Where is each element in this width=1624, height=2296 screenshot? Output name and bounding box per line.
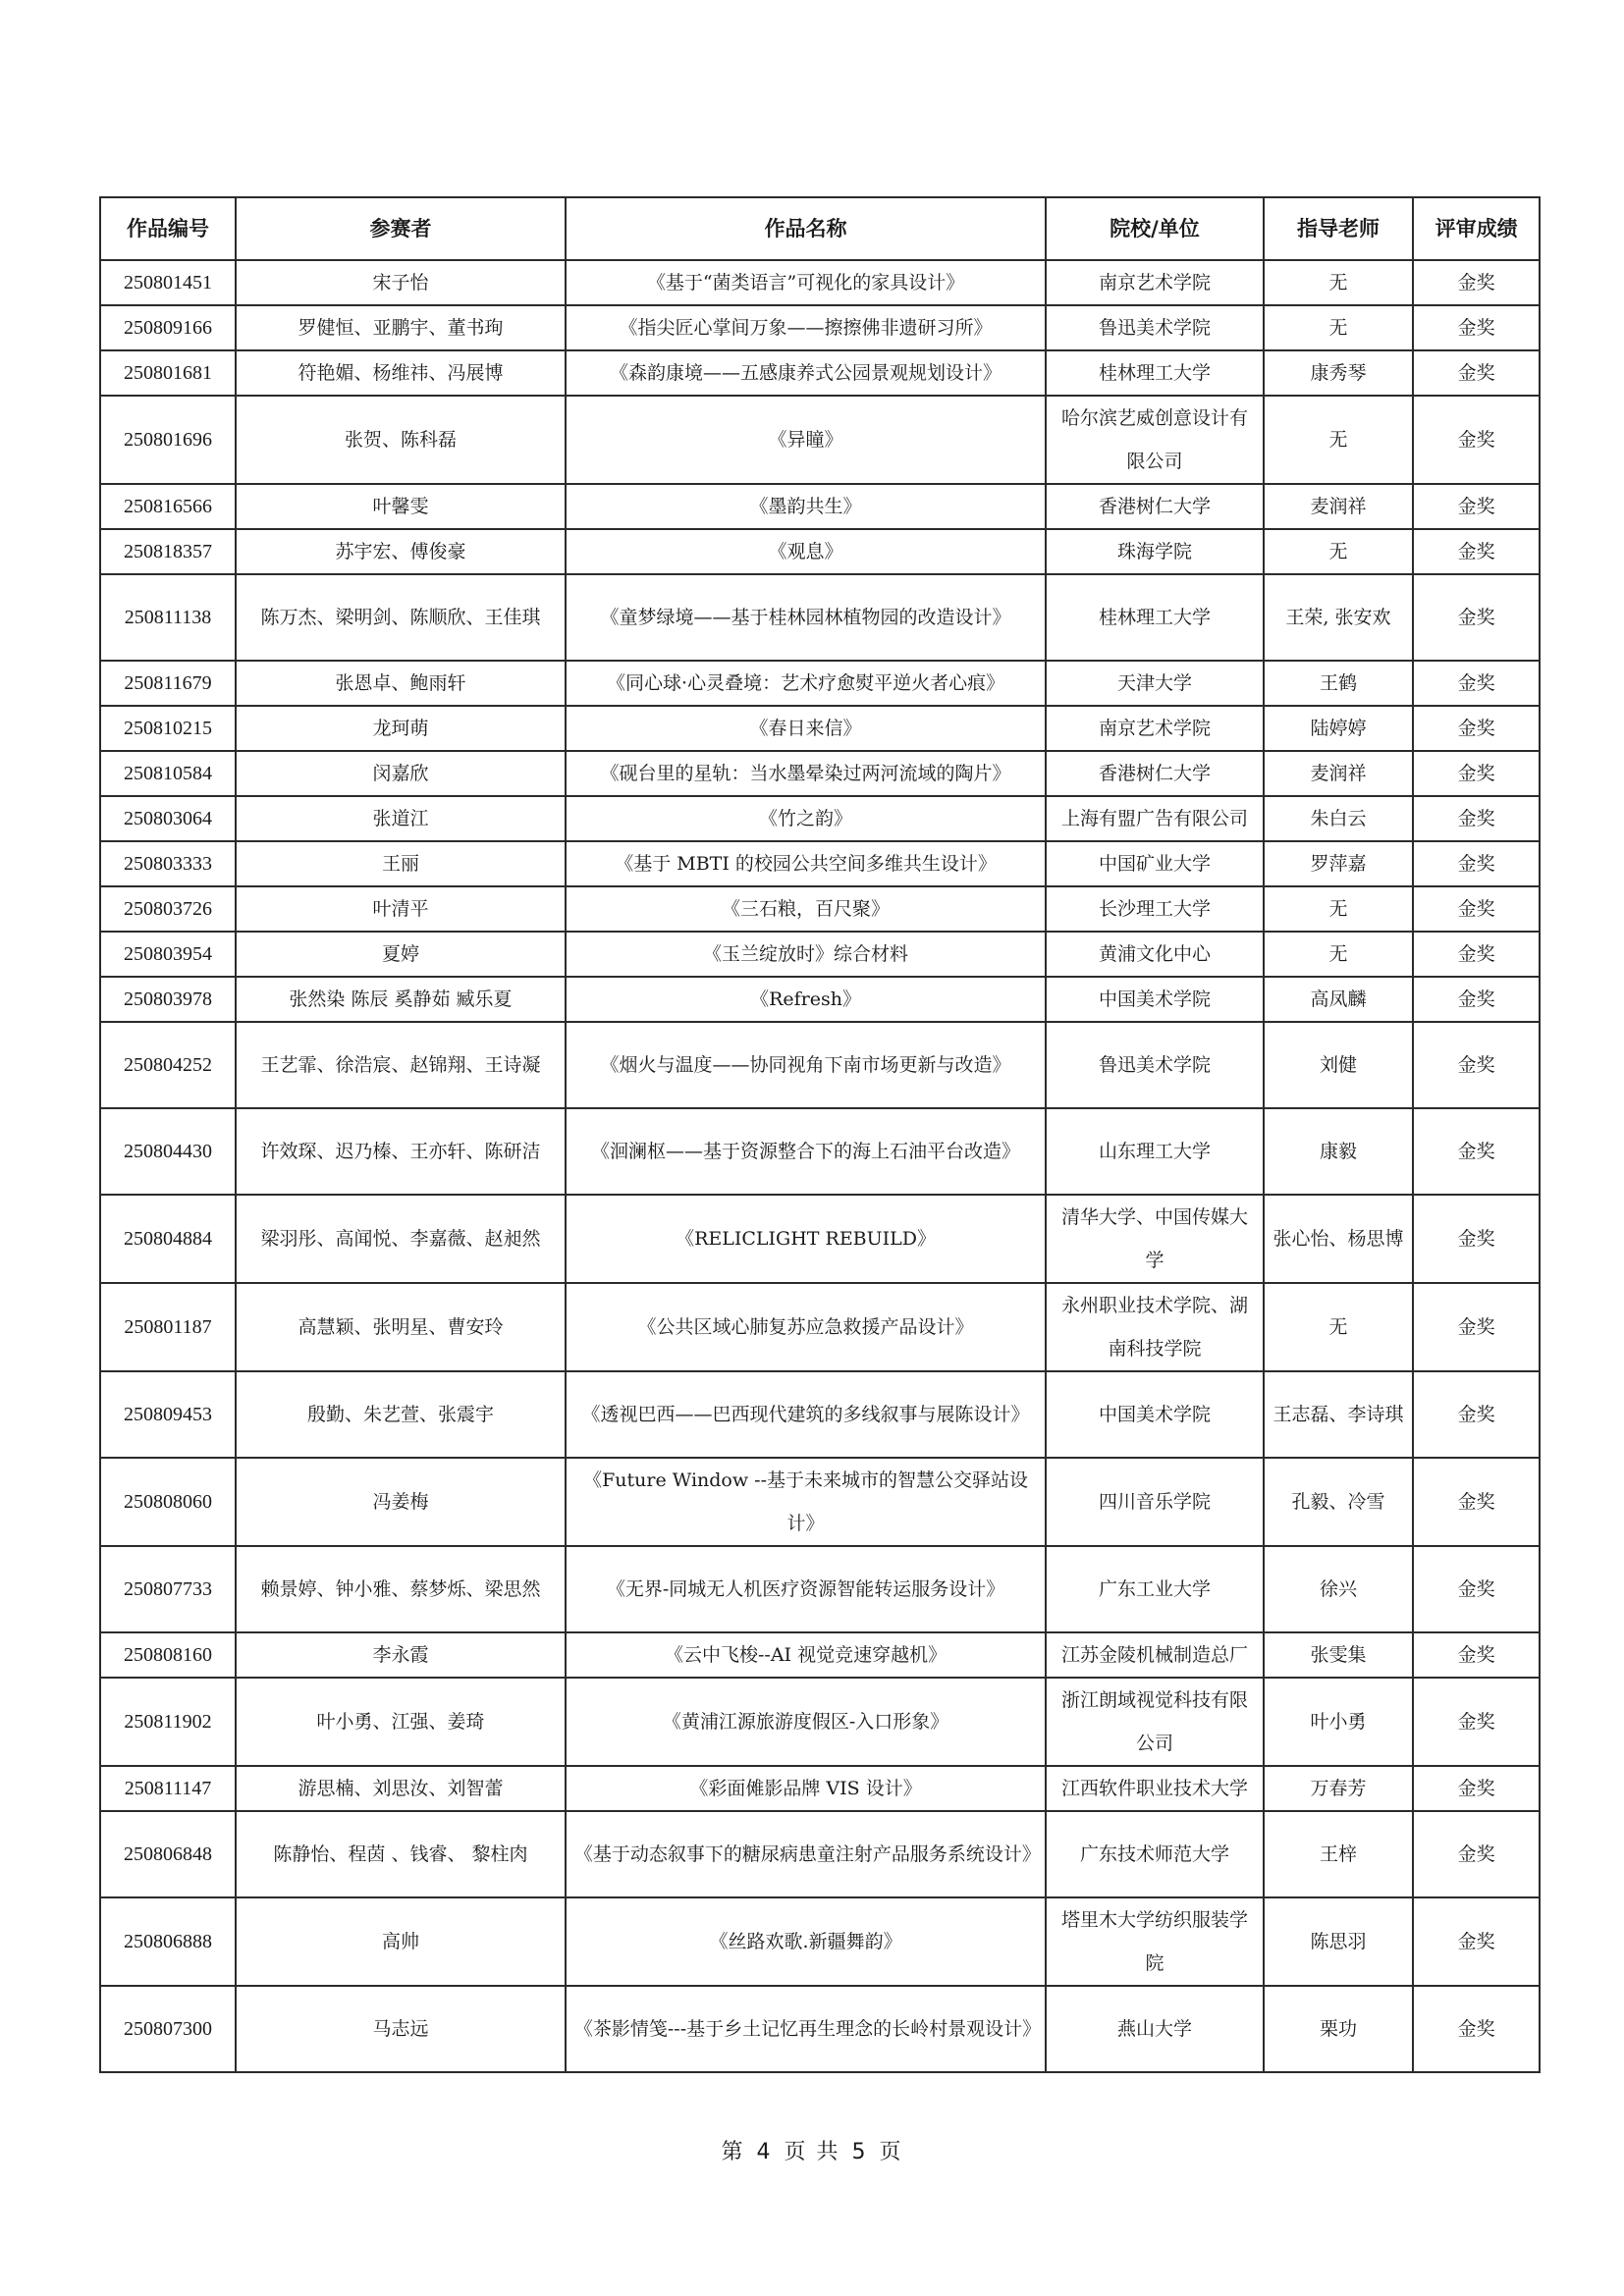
table-row — [100, 1283, 1540, 1371]
advisor-cell: 康毅 — [1264, 1108, 1413, 1195]
result-cell: 金奖 — [1413, 305, 1540, 350]
entry-id-cell: 250801187 — [100, 1283, 236, 1371]
institution-cell: 清华大学、中国传媒大学 — [1046, 1195, 1263, 1283]
participants-cell: 符艳媚、杨维祎、冯展博 — [236, 350, 566, 396]
entry-id-cell: 250808060 — [100, 1458, 236, 1546]
entry-id-cell: 250806888 — [100, 1897, 236, 1986]
participants-cell: 游思楠、刘思汝、刘智蕾 — [236, 1766, 566, 1811]
result-cell: 金奖 — [1413, 529, 1540, 574]
entry-id-cell: 250801451 — [100, 260, 236, 305]
institution-cell: 桂林理工大学 — [1046, 574, 1263, 661]
entry-id-cell: 250807733 — [100, 1546, 236, 1632]
entry-id-cell: 250811679 — [100, 661, 236, 706]
institution-cell: 燕山大学 — [1046, 1986, 1263, 2072]
title-cell: 《彩面傩影品牌 VIS 设计》 — [566, 1766, 1046, 1811]
participants-cell: 张道江 — [236, 796, 566, 841]
table-row — [100, 706, 1540, 751]
advisor-cell: 王志磊、李诗琪 — [1264, 1371, 1413, 1458]
result-cell: 金奖 — [1413, 932, 1540, 977]
entry-id-cell: 250801681 — [100, 350, 236, 396]
institution-cell: 江西软件职业技术大学 — [1046, 1766, 1263, 1811]
entry-id-cell: 250811902 — [100, 1678, 236, 1766]
entry-id-cell: 250810584 — [100, 751, 236, 796]
institution-cell: 中国矿业大学 — [1046, 841, 1263, 886]
participants-cell: 张贺、陈科磊 — [236, 396, 566, 484]
institution-cell: 桂林理工大学 — [1046, 350, 1263, 396]
participants-cell: 宋子怡 — [236, 260, 566, 305]
institution-cell: 塔里木大学纺织服装学院 — [1046, 1897, 1263, 1986]
entry-id-cell: 250804430 — [100, 1108, 236, 1195]
table-row — [100, 396, 1540, 484]
result-cell: 金奖 — [1413, 1195, 1540, 1283]
table-row — [100, 1897, 1540, 1986]
entry-id-cell: 250807300 — [100, 1986, 236, 2072]
institution-cell: 哈尔滨艺威创意设计有限公司 — [1046, 396, 1263, 484]
title-cell: 《黄浦江源旅游度假区-入口形象》 — [566, 1678, 1046, 1766]
title-cell: 《Future Window --基于未来城市的智慧公交驿站设计》 — [566, 1458, 1046, 1546]
advisor-cell: 罗萍嘉 — [1264, 841, 1413, 886]
participants-cell: 叶馨雯 — [236, 484, 566, 529]
entry-id-cell: 250803726 — [100, 886, 236, 932]
advisor-cell: 叶小勇 — [1264, 1678, 1413, 1766]
table-row — [100, 886, 1540, 932]
result-cell: 金奖 — [1413, 574, 1540, 661]
footer-middle: 页 共 — [784, 2140, 840, 2164]
title-cell: 《RELICLIGHT REBUILD》 — [566, 1195, 1046, 1283]
header-title: 作品名称 — [566, 197, 1046, 260]
institution-cell: 上海有盟广告有限公司 — [1046, 796, 1263, 841]
advisor-cell: 徐兴 — [1264, 1546, 1413, 1632]
participants-cell: 龙珂萌 — [236, 706, 566, 751]
result-cell: 金奖 — [1413, 1458, 1540, 1546]
result-cell: 金奖 — [1413, 1283, 1540, 1371]
participants-cell: 陈静怡、程茵 、钱睿、 黎柱肉 — [236, 1811, 566, 1897]
entry-id-cell: 250801696 — [100, 396, 236, 484]
result-cell: 金奖 — [1413, 977, 1540, 1022]
advisor-cell: 万春芳 — [1264, 1766, 1413, 1811]
title-cell: 《烟火与温度——协同视角下南市场更新与改造》 — [566, 1022, 1046, 1108]
title-cell: 《指尖匠心掌间万象——擦擦佛非遗研习所》 — [566, 305, 1046, 350]
table-row — [100, 751, 1540, 796]
entry-id-cell: 250810215 — [100, 706, 236, 751]
title-cell: 《茶影情笺---基于乡土记忆再生理念的长岭村景观设计》 — [566, 1986, 1046, 2072]
participants-cell: 叶小勇、江强、姜琦 — [236, 1678, 566, 1766]
table-row — [100, 977, 1540, 1022]
table-row — [100, 1632, 1540, 1678]
title-cell: 《云中飞梭--AI 视觉竞速穿越机》 — [566, 1632, 1046, 1678]
advisor-cell: 刘健 — [1264, 1022, 1413, 1108]
table-row — [100, 932, 1540, 977]
participants-cell: 李永霞 — [236, 1632, 566, 1678]
institution-cell: 山东理工大学 — [1046, 1108, 1263, 1195]
advisor-cell: 张心怡、杨思博 — [1264, 1195, 1413, 1283]
table-row — [100, 1195, 1540, 1283]
institution-cell: 鲁迅美术学院 — [1046, 1022, 1263, 1108]
institution-cell: 江苏金陵机械制造总厂 — [1046, 1632, 1263, 1678]
result-cell: 金奖 — [1413, 1371, 1540, 1458]
participants-cell: 王丽 — [236, 841, 566, 886]
participants-cell: 苏宇宏、傅俊豪 — [236, 529, 566, 574]
participants-cell: 罗健恒、亚鹏宇、董书珣 — [236, 305, 566, 350]
current-page-number: 4 — [756, 2140, 773, 2164]
table-body — [100, 260, 1540, 2072]
awards-table — [99, 196, 1541, 2073]
table-header — [100, 197, 1540, 260]
result-cell: 金奖 — [1413, 1632, 1540, 1678]
table-row — [100, 661, 1540, 706]
advisor-cell: 陆婷婷 — [1264, 706, 1413, 751]
result-cell: 金奖 — [1413, 260, 1540, 305]
entry-id-cell: 250803064 — [100, 796, 236, 841]
result-cell: 金奖 — [1413, 1678, 1540, 1766]
entry-id-cell: 250809166 — [100, 305, 236, 350]
footer-prefix: 第 — [721, 2140, 745, 2164]
entry-id-cell: 250808160 — [100, 1632, 236, 1678]
advisor-cell: 王鹤 — [1264, 661, 1413, 706]
participants-cell: 高帅 — [236, 1897, 566, 1986]
result-cell: 金奖 — [1413, 1108, 1540, 1195]
institution-cell: 永州职业技术学院、湖南科技学院 — [1046, 1283, 1263, 1371]
participants-cell: 夏婷 — [236, 932, 566, 977]
header-institution: 院校/单位 — [1046, 197, 1263, 260]
title-cell: 《Refresh》 — [566, 977, 1046, 1022]
title-cell: 《无界-同城无人机医疗资源智能转运服务设计》 — [566, 1546, 1046, 1632]
participants-cell: 闵嘉欣 — [236, 751, 566, 796]
entry-id-cell: 250804884 — [100, 1195, 236, 1283]
advisor-cell: 高凤麟 — [1264, 977, 1413, 1022]
entry-id-cell: 250803333 — [100, 841, 236, 886]
participants-cell: 赖景婷、钟小雅、蔡梦烁、梁思然 — [236, 1546, 566, 1632]
table-row — [100, 1811, 1540, 1897]
title-cell: 《森韵康境——五感康养式公园景观规划设计》 — [566, 350, 1046, 396]
title-cell: 《同心球·心灵叠境：艺术疗愈熨平逆火者心痕》 — [566, 661, 1046, 706]
table-row — [100, 796, 1540, 841]
table-row — [100, 1371, 1540, 1458]
advisor-cell: 孔毅、冷雪 — [1264, 1458, 1413, 1546]
title-cell: 《基于动态叙事下的糖尿病患童注射产品服务系统设计》 — [566, 1811, 1046, 1897]
institution-cell: 南京艺术学院 — [1046, 706, 1263, 751]
title-cell: 《观息》 — [566, 529, 1046, 574]
participants-cell: 王艺霏、徐浩宸、赵锦翔、王诗凝 — [236, 1022, 566, 1108]
header-row — [100, 197, 1540, 260]
entry-id-cell: 250803978 — [100, 977, 236, 1022]
table-row — [100, 574, 1540, 661]
table-row — [100, 1678, 1540, 1766]
advisor-cell: 麦润祥 — [1264, 484, 1413, 529]
advisor-cell: 无 — [1264, 529, 1413, 574]
entry-id-cell: 250809453 — [100, 1371, 236, 1458]
result-cell: 金奖 — [1413, 1546, 1540, 1632]
table-row — [100, 1986, 1540, 2072]
title-cell: 《春日来信》 — [566, 706, 1046, 751]
institution-cell: 长沙理工大学 — [1046, 886, 1263, 932]
advisor-cell: 麦润祥 — [1264, 751, 1413, 796]
advisor-cell: 无 — [1264, 305, 1413, 350]
advisor-cell: 无 — [1264, 260, 1413, 305]
title-cell: 《竹之韵》 — [566, 796, 1046, 841]
advisor-cell: 张雯集 — [1264, 1632, 1413, 1678]
entry-id-cell: 250811138 — [100, 574, 236, 661]
participants-cell: 叶清平 — [236, 886, 566, 932]
participants-cell: 梁羽彤、高闻悦、李嘉薇、赵昶然 — [236, 1195, 566, 1283]
table-row — [100, 1458, 1540, 1546]
entry-id-cell: 250818357 — [100, 529, 236, 574]
result-cell: 金奖 — [1413, 1986, 1540, 2072]
advisor-cell: 栗功 — [1264, 1986, 1413, 2072]
advisor-cell: 无 — [1264, 1283, 1413, 1371]
total-pages-number: 5 — [851, 2140, 868, 2164]
participants-cell: 许效琛、迟乃榛、王亦轩、陈研洁 — [236, 1108, 566, 1195]
participants-cell: 高慧颖、张明星、曹安玲 — [236, 1283, 566, 1371]
table-row — [100, 1766, 1540, 1811]
table-row — [100, 529, 1540, 574]
institution-cell: 四川音乐学院 — [1046, 1458, 1263, 1546]
result-cell: 金奖 — [1413, 796, 1540, 841]
title-cell: 《童梦绿境——基于桂林园林植物园的改造设计》 — [566, 574, 1046, 661]
table-row — [100, 1546, 1540, 1632]
result-cell: 金奖 — [1413, 751, 1540, 796]
result-cell: 金奖 — [1413, 484, 1540, 529]
title-cell: 《三石粮，百尺聚》 — [566, 886, 1046, 932]
table-row — [100, 484, 1540, 529]
institution-cell: 香港树仁大学 — [1046, 751, 1263, 796]
advisor-cell: 无 — [1264, 886, 1413, 932]
entry-id-cell: 250806848 — [100, 1811, 236, 1897]
participants-cell: 殷勤、朱艺萱、张震宇 — [236, 1371, 566, 1458]
advisor-cell: 朱白云 — [1264, 796, 1413, 841]
institution-cell: 香港树仁大学 — [1046, 484, 1263, 529]
institution-cell: 中国美术学院 — [1046, 1371, 1263, 1458]
result-cell: 金奖 — [1413, 706, 1540, 751]
table-row — [100, 841, 1540, 886]
entry-id-cell: 250803954 — [100, 932, 236, 977]
advisor-cell: 王梓 — [1264, 1811, 1413, 1897]
institution-cell: 浙江朗域视觉科技有限公司 — [1046, 1678, 1263, 1766]
title-cell: 《异瞳》 — [566, 396, 1046, 484]
entry-id-cell: 250816566 — [100, 484, 236, 529]
institution-cell: 黄浦文化中心 — [1046, 932, 1263, 977]
participants-cell: 马志远 — [236, 1986, 566, 2072]
participants-cell: 陈万杰、梁明剑、陈顺欣、王佳琪 — [236, 574, 566, 661]
result-cell: 金奖 — [1413, 661, 1540, 706]
table-row — [100, 350, 1540, 396]
institution-cell: 广东工业大学 — [1046, 1546, 1263, 1632]
institution-cell: 广东技术师范大学 — [1046, 1811, 1263, 1897]
title-cell: 《基于“菌类语言”可视化的家具设计》 — [566, 260, 1046, 305]
footer-suffix: 页 — [879, 2140, 903, 2164]
advisor-cell: 陈思羽 — [1264, 1897, 1413, 1986]
result-cell: 金奖 — [1413, 396, 1540, 484]
result-cell: 金奖 — [1413, 1811, 1540, 1897]
participants-cell: 张然染 陈辰 奚静茹 臧乐夏 — [236, 977, 566, 1022]
result-cell: 金奖 — [1413, 841, 1540, 886]
institution-cell: 中国美术学院 — [1046, 977, 1263, 1022]
institution-cell: 鲁迅美术学院 — [1046, 305, 1263, 350]
title-cell: 《砚台里的星轨：当水墨晕染过两河流域的陶片》 — [566, 751, 1046, 796]
title-cell: 《公共区域心肺复苏应急救援产品设计》 — [566, 1283, 1046, 1371]
table-row — [100, 305, 1540, 350]
entry-id-cell: 250811147 — [100, 1766, 236, 1811]
advisor-cell: 无 — [1264, 932, 1413, 977]
advisor-cell: 无 — [1264, 396, 1413, 484]
institution-cell: 珠海学院 — [1046, 529, 1263, 574]
page-footer — [0, 2135, 1624, 2165]
table-row — [100, 1108, 1540, 1195]
title-cell: 《墨韵共生》 — [566, 484, 1046, 529]
header-result: 评审成绩 — [1413, 197, 1540, 260]
table-row — [100, 1022, 1540, 1108]
result-cell: 金奖 — [1413, 1766, 1540, 1811]
participants-cell: 冯姜梅 — [236, 1458, 566, 1546]
header-participants: 参赛者 — [236, 197, 566, 260]
table-row — [100, 260, 1540, 305]
title-cell: 《透视巴西——巴西现代建筑的多线叙事与展陈设计》 — [566, 1371, 1046, 1458]
participants-cell: 张恩卓、鲍雨轩 — [236, 661, 566, 706]
institution-cell: 天津大学 — [1046, 661, 1263, 706]
entry-id-cell: 250804252 — [100, 1022, 236, 1108]
advisor-cell: 康秀琴 — [1264, 350, 1413, 396]
title-cell: 《基于 MBTI 的校园公共空间多维共生设计》 — [566, 841, 1046, 886]
result-cell: 金奖 — [1413, 886, 1540, 932]
header-entry-id: 作品编号 — [100, 197, 236, 260]
title-cell: 《丝路欢歌.新疆舞韵》 — [566, 1897, 1046, 1986]
header-advisor: 指导老师 — [1264, 197, 1413, 260]
title-cell: 《玉兰绽放时》综合材料 — [566, 932, 1046, 977]
institution-cell: 南京艺术学院 — [1046, 260, 1263, 305]
advisor-cell: 王荣, 张安欢 — [1264, 574, 1413, 661]
result-cell: 金奖 — [1413, 350, 1540, 396]
title-cell: 《洄澜枢——基于资源整合下的海上石油平台改造》 — [566, 1108, 1046, 1195]
result-cell: 金奖 — [1413, 1022, 1540, 1108]
result-cell: 金奖 — [1413, 1897, 1540, 1986]
